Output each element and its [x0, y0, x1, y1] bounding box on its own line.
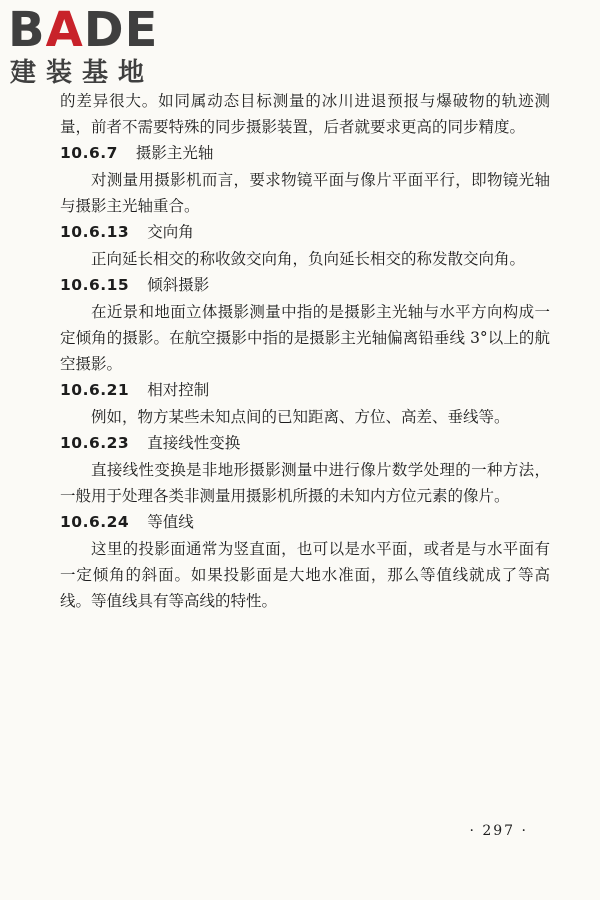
section-title: 直接线性变换 [147, 434, 241, 452]
section-10-6-23 [60, 430, 550, 509]
section-title: 等值线 [147, 513, 194, 531]
section-10-6-7 [60, 140, 550, 219]
watermark-logo [8, 2, 178, 90]
section-heading [60, 377, 550, 404]
section-title: 相对控制 [147, 381, 210, 399]
section-title: 倾斜摄影 [147, 276, 210, 294]
logo-subtitle: 建装基地 [10, 58, 155, 88]
section-heading [60, 140, 550, 167]
section-heading [60, 272, 550, 299]
logo-wordmark: BADE [8, 2, 159, 58]
section-heading [60, 219, 550, 246]
section-number: 10.6.15 [60, 276, 130, 294]
section-title: 摄影主光轴 [135, 144, 214, 162]
section-title: 交向角 [147, 223, 194, 241]
section-number: 10.6.23 [60, 434, 130, 452]
page-body [60, 88, 550, 614]
section-text: 正向延长相交的称收敛交向角，负向延长相交的称发散交向角。 [91, 250, 526, 268]
section-number: 10.6.13 [60, 223, 130, 241]
section-number: 10.6.7 [60, 144, 118, 162]
section-10-6-21 [60, 377, 550, 430]
section-heading [60, 430, 550, 457]
section-text: 例如，物方某些未知点间的已知距离、方位、高差、垂线等。 [91, 408, 510, 426]
continued-paragraph: 的差异很大。如同属动态目标测量的冰川进退预报与爆破物的轨迹测量，前者不需要特殊的同步摄影装置，后者就要求更高的同步精度。 [60, 92, 550, 136]
section-text: 直接线性变换是非地形摄影测量中进行像片数学处理的一种方法，一般用于处理各类非测量用摄影机所摄的未知内方位元素的像片。 [60, 461, 550, 505]
section-10-6-15 [60, 272, 550, 377]
section-text: 对测量用摄影机而言，要求物镜平面与像片平面平行，即物镜光轴与摄影主光轴重合。 [60, 171, 550, 215]
section-text: 这里的投影面通常为竖直面，也可以是水平面，或者是与水平面有一定倾角的斜面。如果投影面是大地水准面，那么等值线就成了等高线。等值线具有等高线的特性。 [60, 540, 550, 610]
section-number: 10.6.21 [60, 381, 130, 399]
section-text: 在近景和地面立体摄影测量中指的是摄影主光轴与水平方向构成一定倾角的摄影。在航空摄影中指的是摄影主光轴偏离铅垂线 3°以上的航空摄影。 [60, 303, 550, 373]
section-number: 10.6.24 [60, 513, 130, 531]
section-heading [60, 509, 550, 536]
section-10-6-13 [60, 219, 550, 272]
page-number: · 297 · [469, 823, 528, 839]
section-10-6-24 [60, 509, 550, 614]
